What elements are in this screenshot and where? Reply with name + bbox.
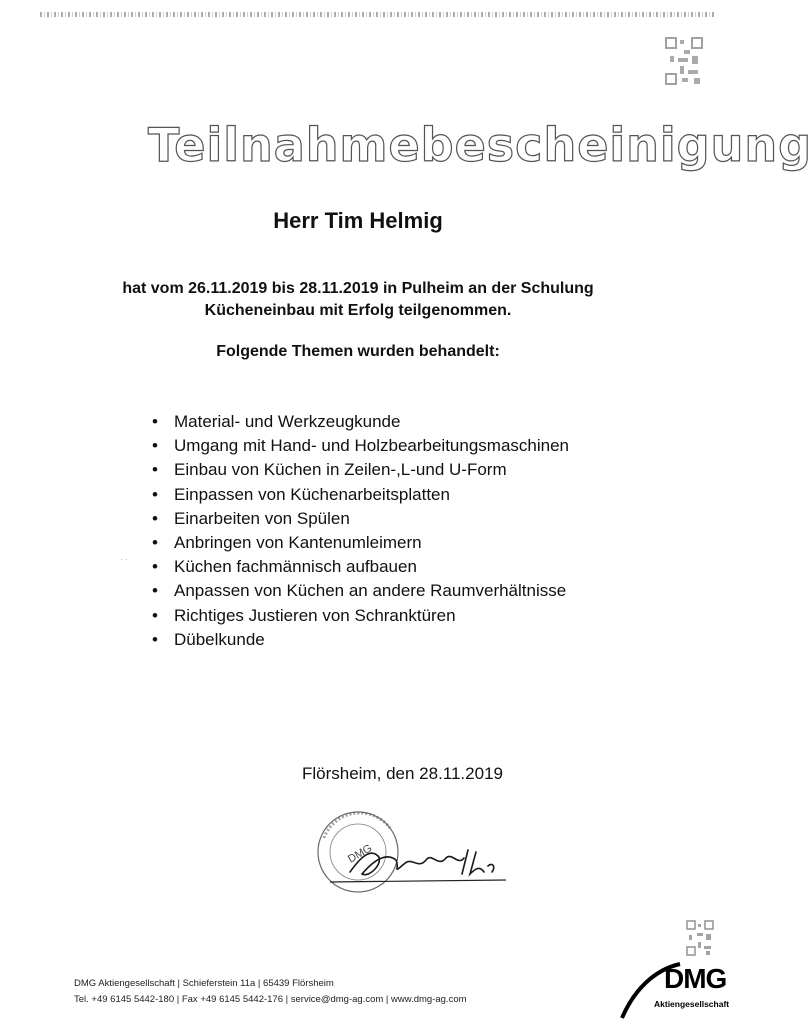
list-item: [152, 458, 569, 482]
topic-text: Richtiges Justieren von Schranktüren: [174, 605, 456, 625]
list-item: [152, 579, 569, 603]
signature-text: Albrecht i.A.: [300, 808, 306, 809]
official-stamp-icon: [318, 812, 398, 892]
company-logo: [620, 960, 730, 1020]
logo-subtitle: Aktiengesellschaft: [654, 999, 730, 1009]
participation-statement: [0, 278, 716, 322]
bullet-icon: •: [152, 557, 158, 577]
stamp-inner-text: DMG: [345, 842, 375, 866]
footer-contact-line: Tel. +49 6145 5442-180 | Fax +49 6145 5442-176 | service@dmg-ag.com | www.dmg-ag.com: [74, 994, 467, 1005]
statement-line-2: Kücheneinbau mit Erfolg teilgenommen.: [204, 302, 512, 319]
topic-text: Material- und Werkzeugkunde: [174, 412, 401, 431]
bullet-icon: •: [152, 412, 158, 431]
scan-header-strip: [40, 12, 716, 17]
topics-heading: Folgende Themen wurden behandelt:: [216, 343, 500, 360]
place-and-date: Flörsheim, den 28.11.2019: [302, 764, 503, 783]
list-item: [152, 507, 569, 531]
topic-text: Einarbeiten von Spülen: [174, 508, 350, 528]
list-item: [152, 628, 569, 652]
scan-speck: · ·: [120, 555, 128, 564]
bullet-icon: •: [152, 532, 158, 552]
list-item: [152, 531, 569, 555]
bullet-icon: •: [152, 508, 158, 528]
bullet-icon: •: [152, 629, 158, 649]
statement-line-1: hat vom 26.11.2019 bis 28.11.2019 in Pulheim an der Schulung: [122, 280, 594, 297]
logo-mark: DMG: [664, 963, 727, 994]
recipient-name: Herr Tim Helmig: [273, 208, 443, 233]
list-item: [152, 410, 569, 434]
topic-text: Umgang mit Hand- und Holzbearbeitungsmaschinen: [174, 436, 569, 456]
topic-text: Einbau von Küchen in Zeilen-,L-und U-Form: [174, 460, 507, 480]
bullet-icon: •: [152, 581, 158, 601]
document-title: Teilnahmebescheinigung: [148, 118, 812, 172]
bullet-icon: •: [152, 460, 158, 480]
qr-code-icon: [664, 36, 704, 88]
qr-code-icon: [686, 920, 714, 956]
topic-text: Einpassen von Küchenarbeitsplatten: [174, 484, 450, 504]
list-item: [152, 483, 569, 507]
topic-text: Dübelkunde: [174, 629, 265, 649]
list-item: [152, 434, 569, 458]
bullet-icon: •: [152, 605, 158, 625]
topic-text: Anbringen von Kantenumleimern: [174, 532, 422, 552]
topic-text: Küchen fachmännisch aufbauen: [174, 557, 417, 577]
stamp-and-signature: [300, 808, 520, 898]
footer-company-line: DMG Aktiengesellschaft | Schieferstein 11a | 65439 Flörsheim: [74, 978, 334, 989]
list-item: [152, 555, 569, 579]
bullet-icon: •: [152, 484, 158, 504]
bullet-icon: •: [152, 436, 158, 456]
topics-list: [152, 410, 569, 652]
topic-text: Anpassen von Küchen an andere Raumverhältnisse: [174, 581, 567, 601]
list-item: [152, 604, 569, 628]
